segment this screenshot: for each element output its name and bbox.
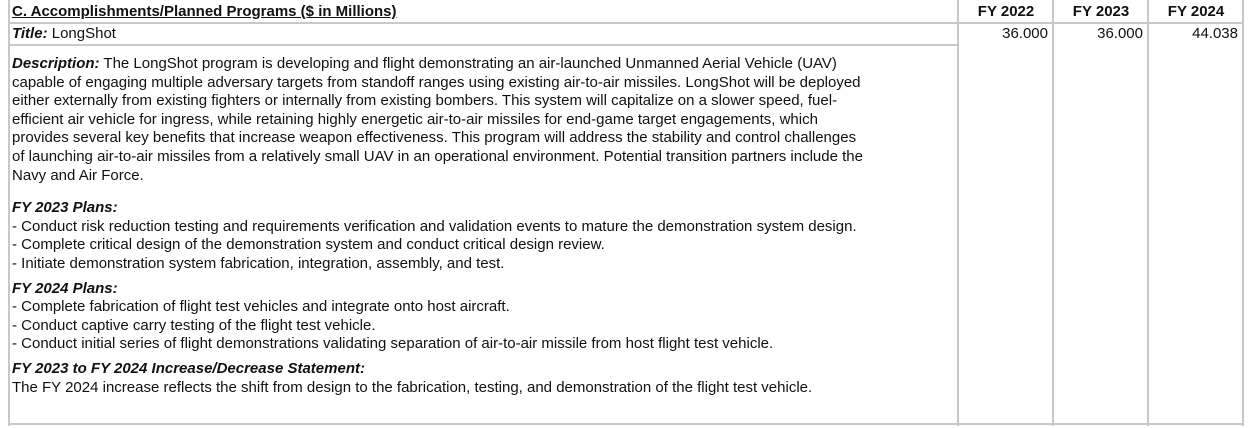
table-border-left <box>8 0 10 426</box>
program-details <box>12 55 952 397</box>
fy2024-plans-heading: FY 2024 Plans: <box>12 279 118 297</box>
section-title: C. Accomplishments/Planned Programs ($ in Millions) <box>12 3 397 20</box>
header-divider <box>8 22 1244 24</box>
table-border-right <box>1242 0 1244 426</box>
description-line: of launching air-to-air missiles from a relatively small UAV in an operational environment. Potential transition partners include the <box>12 147 863 165</box>
fy2024-plan-item: - Conduct captive carry testing of the flight test vehicle. <box>12 316 376 334</box>
fy2023-plans-heading: FY 2023 Plans: <box>12 199 118 217</box>
column-divider-fy2024 <box>1147 0 1149 426</box>
fy2024-plan-item: - Conduct initial series of flight demonstrations validating separation of air-to-air missile from host flight test vehicle. <box>12 335 774 353</box>
column-header-fy2024: FY 2024 <box>1167 3 1225 20</box>
column-divider-fy2023 <box>1052 0 1054 426</box>
description <box>12 55 952 185</box>
funding-fy2024: 44.038 <box>1192 25 1238 42</box>
title-value: LongShot <box>51 25 116 42</box>
funding-fy2023: 36.000 <box>1097 25 1143 42</box>
description-line: Navy and Air Force. <box>12 166 144 184</box>
fy2023-plan-item: - Complete critical design of the demonstration system and conduct critical design review. <box>12 236 605 254</box>
description-line: either externally from existing fighters or internally from existing bombers. This system will capitalize on a slower speed, fuel- <box>12 92 838 110</box>
table-bottom-border <box>8 423 1244 425</box>
title-label: Title: <box>12 25 48 42</box>
fy2023-plan-item: - Conduct risk reduction testing and requirements verification and validation events to mature the demonstration system design. <box>12 217 857 235</box>
column-header-fy2023: FY 2023 <box>1072 3 1130 20</box>
funding-fy2022: 36.000 <box>1002 25 1048 42</box>
fy2024-plan-item: - Complete fabrication of flight test vehicles and integrate onto host aircraft. <box>12 298 510 316</box>
description-line: provides several key benefits that increase weapon effectiveness. This program will address the stability and control challenges <box>12 129 857 147</box>
change-statement-text: The FY 2024 increase reflects the shift from design to the fabrication, testing, and demonstration of the flight test vehicle. <box>12 378 813 396</box>
title-row-divider <box>8 44 957 46</box>
accomplishments-table <box>8 0 1244 426</box>
program-title <box>12 25 116 42</box>
description-line: capable of engaging multiple adversary targets from standoff ranges using existing air-to-air missiles. LongShot will be deployed <box>12 73 861 91</box>
description-label: Description: <box>12 55 100 72</box>
description-line: efficient air vehicle for ingress, while retaining highly energetic air-to-air missiles for end-game target engagements, which <box>12 110 818 128</box>
column-header-fy2022: FY 2022 <box>977 3 1035 20</box>
description-line: The LongShot program is developing and flight demonstrating an air-launched Unmanned Aerial Vehicle (UAV) <box>103 55 837 72</box>
column-divider-fy2022 <box>957 0 959 426</box>
change-statement-heading: FY 2023 to FY 2024 Increase/Decrease Statement: <box>12 359 365 377</box>
fy2023-plan-item: - Initiate demonstration system fabrication, integration, assembly, and test. <box>12 254 505 272</box>
